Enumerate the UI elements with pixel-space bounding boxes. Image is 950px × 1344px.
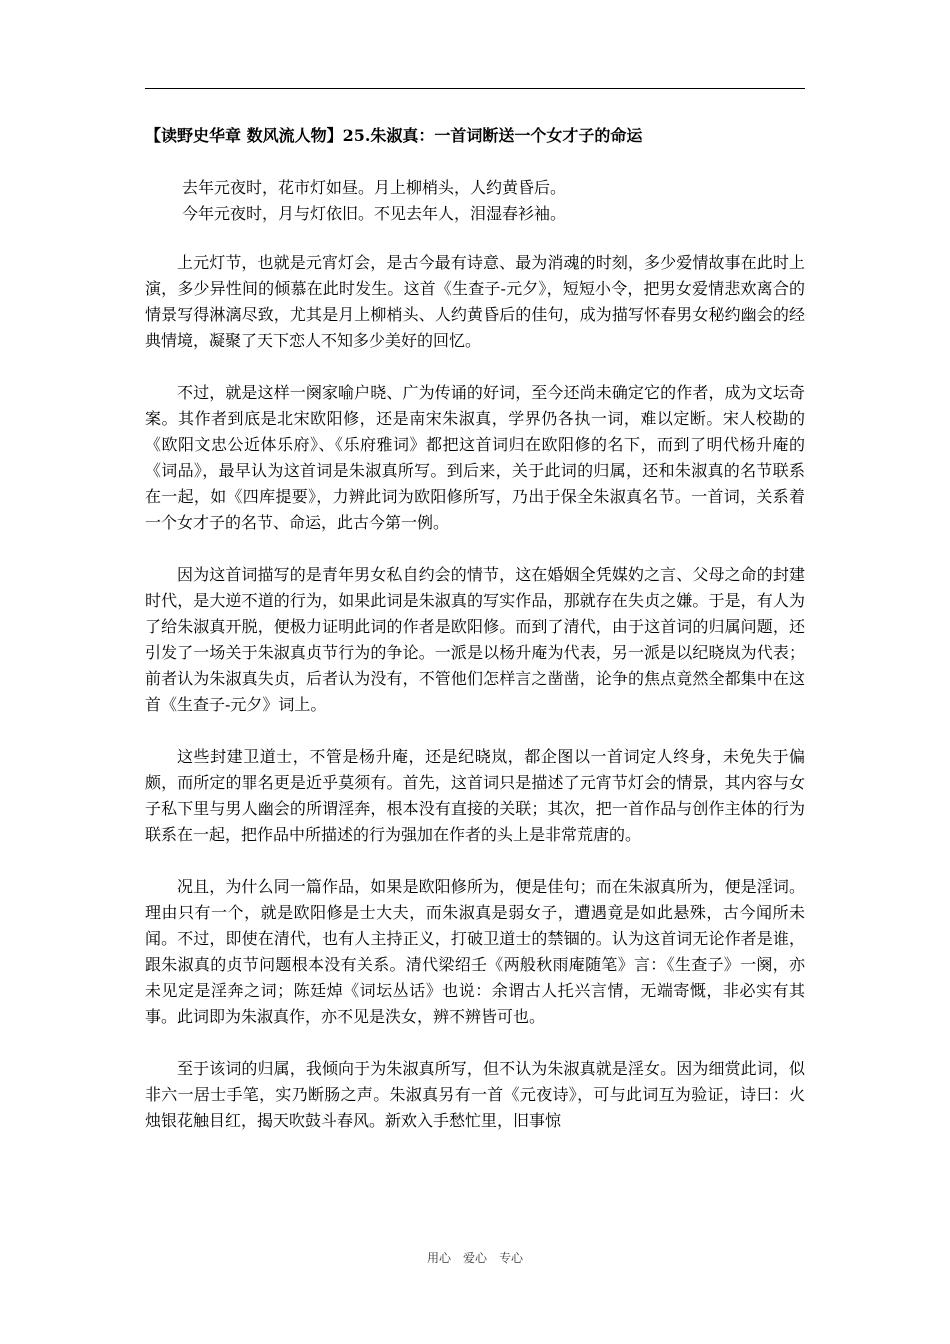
paragraph: 因为这首词描写的是青年男女私自约会的情节，这在婚姻全凭媒妁之言、父母之命的封建时代，是大逆不道的行为，如果此词是朱淑真的写实作品，那就存在失贞之嫌。于是，有人为了给朱淑真开脱，便极力证明此词的作者是欧阳修。而到了清代，由于这首词的归属问题，还引发了一场关于朱淑真贞节行为的争论。一派是以杨升庵为代表，另一派是以纪晓岚为代表；前者认为朱淑真失贞，后者认为没有，不管他们怎样言之凿凿，论争的焦点竟然全都集中在这首《生查子-元夕》词上。 <box>145 565 805 714</box>
article-body <box>145 250 805 1134</box>
poem-line: 今年元夜时，月与灯依旧。不见去年人，泪湿春衫袖。 <box>182 204 567 223</box>
poem-line: 去年元夜时，花市灯如昼。月上柳梢头，人约黄昏后。 <box>182 178 567 197</box>
paragraph: 至于该词的归属，我倾向于为朱淑真所写，但不认为朱淑真就是淫女。因为细赏此词，似非六一居士手笔，实乃断肠之声。朱淑真另有一首《元夜诗》，可与此词互为验证，诗曰：火烛银花触目红，揭天吹鼓斗春风。新欢入手愁忙里，旧事惊 <box>145 1059 805 1130</box>
paragraph: 况且，为什么同一篇作品，如果是欧阳修所为，便是佳句；而在朱淑真所为，便是淫词。理由只有一个，就是欧阳修是士大夫，而朱淑真是弱女子，遭遇竟是如此悬殊，古今闻所未闻。不过，即使在清代，也有人主持正义，打破卫道士的禁锢的。认为这首词无论作者是谁，跟朱淑真的贞节问题根本没有关系。清代梁绍壬《两般秋雨庵随笔》言：《生查子》一阕，亦未见定是淫奔之词；陈廷焯《词坛丛话》也说：余谓古人托兴言情，无端寄慨，非必实有其事。此词即为朱淑真作，亦不见是泆女，辨不辨皆可也。 <box>145 877 805 1026</box>
paragraph: 不过，就是这样一阕家喻户晓、广为传诵的好词，至今还尚未确定它的作者，成为文坛奇案。其作者到底是北宋欧阳修，还是南宋朱淑真，学界仍各执一词，难以定断。宋人校勘的《欧阳文忠公近体乐府》、《乐府雅词》都把这首词归在欧阳修的名下，而到了明代杨升庵的《词品》，最早认为这首词是朱淑真所写。到后来，关于此词的归属，还和朱淑真的名节联系在一起，如《四库提要》，力辨此词为欧阳修所写，乃出于保全朱淑真名节。一首词，关系着一个女才子的名节、命运，此古今第一例。 <box>145 383 805 532</box>
poem-block <box>182 175 805 227</box>
article-title: 【读野史华章 数风流人物】25.朱淑真：一首词断送一个女才子的命运 <box>145 126 643 145</box>
header-rule <box>145 88 805 89</box>
paragraph: 上元灯节，也就是元宵灯会，是古今最有诗意、最为消魂的时刻，多少爱情故事在此时上演，多少异性间的倾慕在此时发生。这首《生查子-元夕》，短短小令，把男女爱情悲欢离合的情景写得淋漓尽致，尤其是月上柳梢头、人约黄昏后的佳句，成为描写怀春男女秘约幽会的经典情境，凝聚了天下恋人不知多少美好的回忆。 <box>145 253 805 350</box>
page-footer: 用心 爱心 专心 <box>426 1251 523 1265</box>
paragraph: 这些封建卫道士，不管是杨升庵，还是纪晓岚，都企图以一首词定人终身，未免失于偏颇，而所定的罪名更是近乎莫须有。首先，这首词只是描述了元宵节灯会的情景，其内容与女子私下里与男人幽会的所谓淫奔，根本没有直接的关联；其次，把一首作品与创作主体的行为联系在一起，把作品中所描述的行为强加在作者的头上是非常荒唐的。 <box>145 747 805 844</box>
